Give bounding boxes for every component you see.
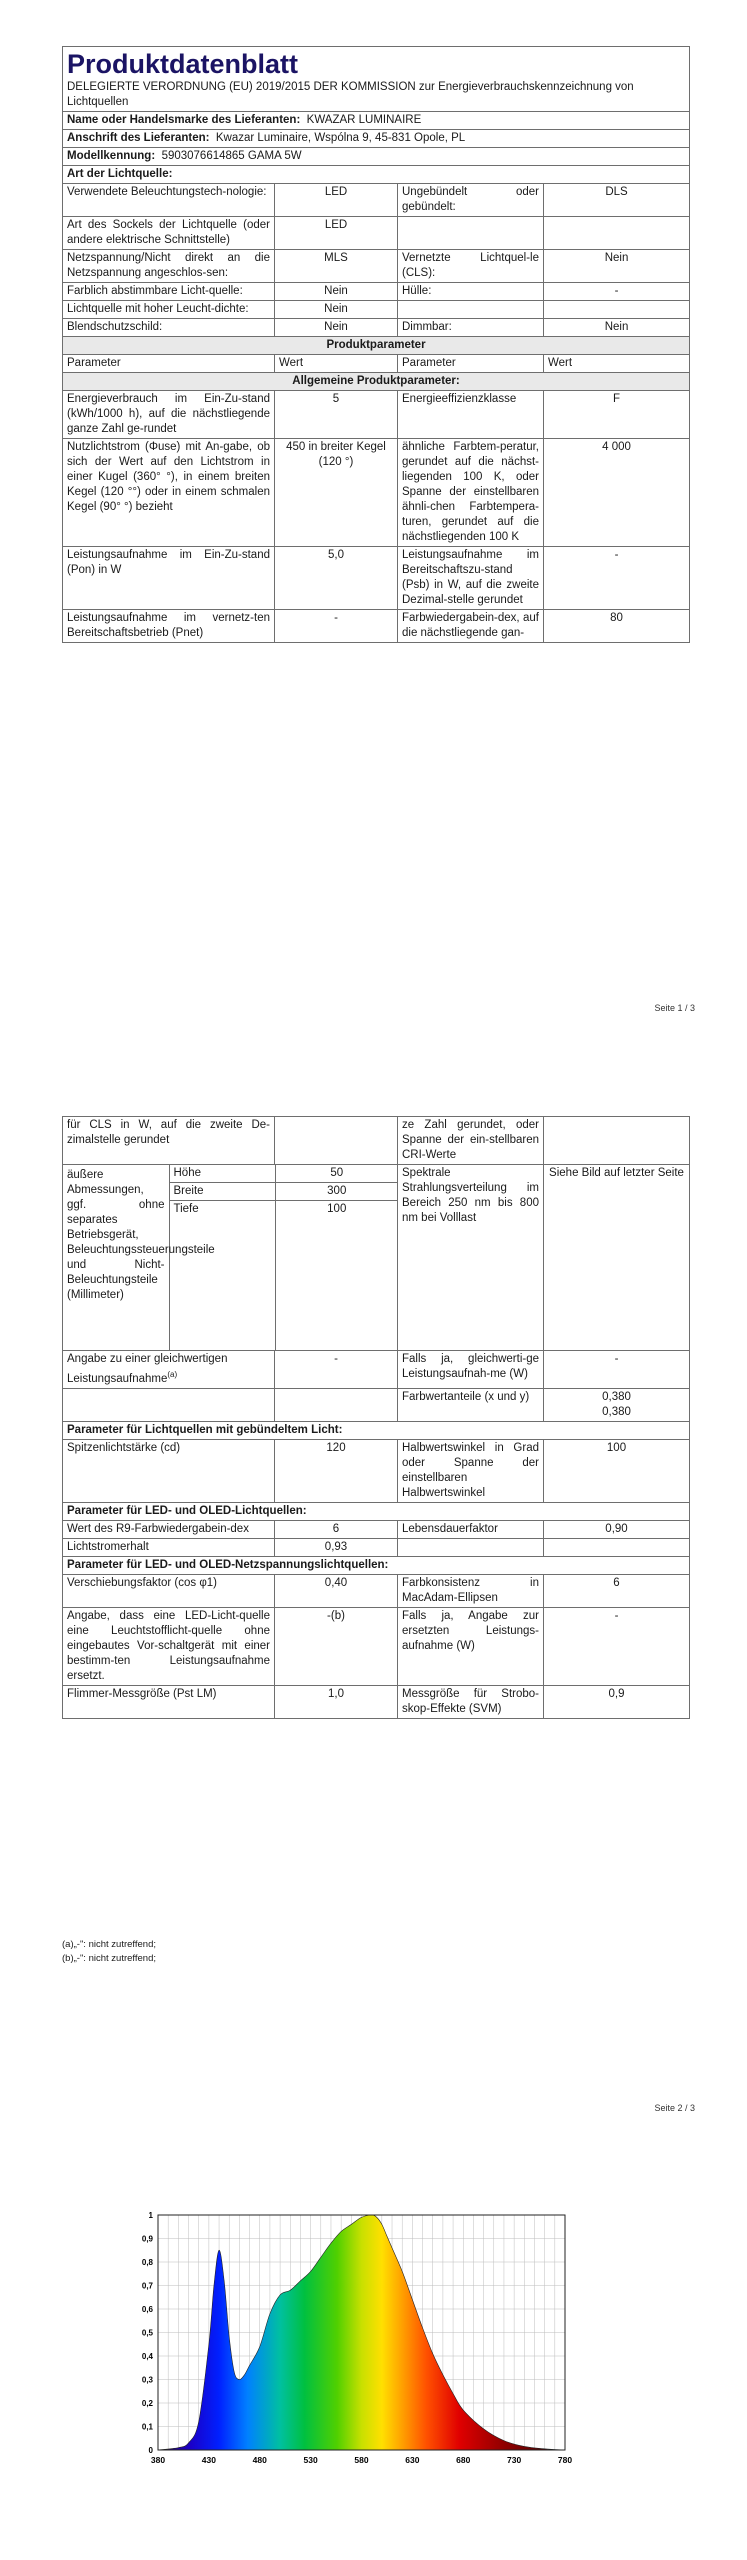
y-tick-label: 0,9 (141, 2234, 153, 2244)
param-label: Leistungsaufnahme im vernetz-ten Bereitschaftsbetrieb (Pnet) (63, 610, 275, 643)
param-value: F (544, 391, 690, 439)
dim-value: 50 (275, 1165, 398, 1183)
param-label (398, 217, 544, 250)
table-row (63, 1538, 690, 1556)
dim-value: 300 (275, 1183, 398, 1201)
col-header-value: Wert (275, 355, 398, 373)
param-label: Vernetzte Lichtquel-le (CLS): (398, 250, 544, 283)
table-row (63, 217, 690, 250)
led-header: Parameter für LED- und OLED-Lichtquellen: (63, 1502, 690, 1520)
param-label: Energieverbrauch im Ein-Zu-stand (kWh/1000 h), auf die nächstliegende ganze Zahl ge-rundet (63, 391, 275, 439)
chroma-y: 0,380 (602, 1405, 631, 1418)
x-tick-label: 730 (507, 2455, 522, 2465)
param-value: 0,9 (544, 1685, 690, 1718)
brand-row (63, 112, 690, 130)
table-row (63, 184, 690, 217)
param-label: für CLS in W, auf die zweite De-zimalstelle gerundet (63, 1117, 275, 1165)
header-cell (63, 47, 690, 112)
param-label: Messgröße für Strobo-skop-Effekte (SVM) (398, 1685, 544, 1718)
param-label: Falls ja, gleichwerti-ge Leistungsaufnah-me (W) (398, 1351, 544, 1389)
param-label: Energieeffizienzklasse (398, 391, 544, 439)
param-value: - (544, 283, 690, 301)
param-value: 6 (275, 1520, 398, 1538)
y-tick-label: 0,8 (141, 2258, 153, 2267)
param-value: DLS (544, 184, 690, 217)
y-axis-ticks (142, 2211, 154, 2455)
table-row (63, 610, 690, 643)
table-row (63, 1520, 690, 1538)
param-value (544, 301, 690, 319)
table-row (63, 283, 690, 301)
param-label: Hülle: (398, 283, 544, 301)
param-value: 120 (275, 1439, 398, 1502)
param-value: Nein (544, 319, 690, 337)
x-tick-label: 780 (557, 2455, 573, 2465)
param-label: Farbwiedergabein-dex, auf die nächstliegende gan- (398, 610, 544, 643)
col-header-param: Parameter (63, 355, 275, 373)
address-label: Anschrift des Lieferanten: (67, 132, 210, 144)
model-value: 5903076614865 GAMA 5W (161, 150, 302, 162)
table-row (63, 439, 690, 547)
dim-name: Breite (169, 1183, 275, 1201)
param-value: 0,90 (544, 1520, 690, 1538)
table-row (63, 1685, 690, 1718)
table-row (63, 1351, 690, 1389)
x-tick-label: 480 (252, 2455, 267, 2465)
param-value: Nein (275, 283, 398, 301)
table-row (63, 1388, 690, 1421)
param-label: Wert des R9-Farbwiedergabein-dex (63, 1520, 275, 1538)
param-label: Verwendete Beleuchtungstech-nologie: (63, 184, 275, 217)
dim-name: Höhe (169, 1165, 275, 1183)
dim-value: 100 (275, 1201, 398, 1219)
param-label (398, 301, 544, 319)
equivalent-power-label: Angabe zu einer gleichwertigen Leistungsaufnahme$^{(a)}$ (63, 1351, 275, 1389)
y-tick-label: 0,5 (141, 2328, 153, 2338)
y-tick-label: 0,4 (141, 2352, 153, 2361)
chromaticity-value (544, 1388, 690, 1421)
table-row (63, 1165, 690, 1351)
x-tick-label: 530 (303, 2455, 318, 2465)
regulation-text: DELEGIERTE VERORDNUNG (EU) 2019/2015 DER KOMMISSION zur Energieverbrauchskennzeichnung von Lichtquellen (67, 81, 634, 108)
param-value: LED (275, 217, 398, 250)
param-label: Netzspannung/Nicht direkt an die Netzspannung angeschlos-sen: (63, 250, 275, 283)
param-label: Flimmer-Messgröße (Pst LM) (63, 1685, 275, 1718)
footnotes (62, 1938, 156, 1966)
param-value: LED (275, 184, 398, 217)
param-value: -(b) (275, 1607, 398, 1685)
param-label: Lichtquelle mit hoher Leucht-dichte: (63, 301, 275, 319)
spectral-distribution-chart (0, 2160, 747, 2560)
page-3 (0, 2160, 747, 2560)
x-axis-ticks (151, 2455, 572, 2465)
param-value: Nein (275, 301, 398, 319)
param-label: Spitzenlichtstärke (cd) (63, 1439, 275, 1502)
table-row (63, 250, 690, 283)
param-value: 0,40 (275, 1574, 398, 1607)
table-row (63, 1439, 690, 1502)
model-row (63, 148, 690, 166)
param-value: 6 (544, 1574, 690, 1607)
param-label: Nutzlichtstrom (Φuse) mit An-gabe, ob sich der Wert auf den Lichtstrom in einer Kugel (360° °), in einem breiten Kegel (120 °°) oder in einem schmalen Kegel (90° °) bezieht (63, 439, 275, 547)
brand-value: KWAZAR LUMINAIRE (306, 114, 422, 126)
param-label: Blendschutzschild: (63, 319, 275, 337)
dimensions-label: äußere Abmessungen, ggf. ohne separates Betriebsgerät, Beleuchtungssteuerungsteile und Nicht-Beleuchtungsteile (Millimeter) (67, 1169, 215, 1301)
table-row (63, 1574, 690, 1607)
table-row (63, 301, 690, 319)
param-label: ähnliche Farbtem-peratur, gerundet auf die nächst-liegenden 100 K, oder Spanne der einstellbaren ähnli-chen Farbtempera-turen, gerundet auf die nächstliegenden 100 K (398, 439, 544, 547)
datasheet-table-page1 (62, 46, 690, 643)
table-row (63, 1607, 690, 1685)
product-params-header: Produktparameter (63, 337, 690, 355)
y-tick-label: 0,2 (141, 2399, 153, 2408)
param-label: Lebensdauerfaktor (398, 1520, 544, 1538)
param-value: 100 (544, 1439, 690, 1502)
spd-value: Siehe Bild auf letzter Seite (544, 1165, 690, 1351)
param-value: 5,0 (275, 547, 398, 610)
param-label: Falls ja, Angabe zur ersetzten Leistungs-aufnahme (W) (398, 1607, 544, 1685)
param-value: 5 (275, 391, 398, 439)
param-value: Nein (544, 250, 690, 283)
light-source-type-header: Art der Lichtquelle: (63, 166, 690, 184)
spd-label: Spektrale Strahlungsverteilung im Bereich 250 nm bis 800 nm bei Volllast (398, 1165, 544, 1351)
param-label: Farblich abstimmbare Licht-quelle: (63, 283, 275, 301)
param-value (275, 1117, 398, 1165)
dimensions-table (63, 1165, 398, 1350)
param-label: Farbkonsistenz in MacAdam-Ellipsen (398, 1574, 544, 1607)
param-label: Leistungsaufnahme im Ein-Zu-stand (Pon) in W (63, 547, 275, 610)
param-label: Art des Sockels der Lichtquelle (oder andere elektrische Schnittstelle) (63, 217, 275, 250)
page-number: Seite 2 / 3 (654, 2103, 695, 2113)
y-tick-label: 0 (148, 2446, 153, 2455)
address-row (63, 130, 690, 148)
col-header-value: Wert (544, 355, 690, 373)
address-value: Kwazar Luminaire, Wspólna 9, 45-831 Opole, PL (215, 132, 466, 144)
table-row (63, 319, 690, 337)
param-value: 1,0 (275, 1685, 398, 1718)
mains-header: Parameter für LED- und OLED-Netzspannungslichtquellen: (63, 1556, 690, 1574)
param-value (544, 217, 690, 250)
footnote-b: (b)„-": nicht zutreffend; (62, 1953, 157, 1964)
param-value: Nein (275, 319, 398, 337)
col-header-param: Parameter (398, 355, 544, 373)
x-tick-label: 580 (354, 2455, 369, 2465)
footnote-a: (a)„-": nicht zutreffend; (62, 1939, 157, 1950)
param-label: Angabe, dass eine LED-Licht-quelle eine Leuchtstofflicht-quelle ohne eingebautes Vor-schaltgerät mit einer bestimm-ten Leistungsaufnahme ersetzt. (63, 1607, 275, 1685)
x-tick-label: 380 (150, 2455, 166, 2465)
general-params-header: Allgemeine Produktparameter: (63, 373, 690, 391)
param-label: Leistungsaufnahme im Bereitschaftszu-stand (Psb) in W, auf die zweite Dezimal-stelle gerundet (398, 547, 544, 610)
y-tick-label: 0,3 (141, 2375, 153, 2385)
param-label: Dimmbar: (398, 319, 544, 337)
y-tick-label: 0,1 (141, 2422, 153, 2432)
param-value: 0,93 (275, 1538, 398, 1556)
brand-label: Name oder Handelsmarke des Lieferanten: (67, 114, 301, 126)
param-value: - (544, 547, 690, 610)
table-row (63, 547, 690, 610)
doc-title: Produktdatenblatt (67, 49, 299, 79)
table-row (63, 391, 690, 439)
param-label: ze Zahl gerundet, oder Spanne der ein-stellbaren CRI-Werte (398, 1117, 544, 1165)
y-tick-label: 0,6 (141, 2305, 153, 2314)
param-value: - (275, 610, 398, 643)
param-value: 4 000 (544, 439, 690, 547)
dimensions-cell (63, 1165, 398, 1351)
page-1 (0, 0, 747, 1040)
dim-name: Tiefe (169, 1201, 275, 1219)
column-header-row (63, 355, 690, 373)
x-tick-label: 430 (201, 2455, 216, 2465)
param-value: - (544, 1607, 690, 1685)
param-value: 80 (544, 610, 690, 643)
footnote-ref: (a) (167, 1370, 178, 1379)
param-label: Verschiebungsfaktor (cos φ1) (63, 1574, 275, 1607)
chromaticity-label: Farbwertanteile (x und y) (398, 1388, 544, 1421)
y-tick-label: 1 (148, 2211, 153, 2220)
page-number: Seite 1 / 3 (654, 1003, 695, 1013)
table-row (63, 1117, 690, 1165)
param-value: - (544, 1351, 690, 1389)
param-value (544, 1117, 690, 1165)
chroma-x: 0,380 (602, 1390, 631, 1403)
x-tick-label: 630 (405, 2455, 420, 2465)
param-label: Ungebündelt oder gebündelt: (398, 184, 544, 217)
param-value: MLS (275, 250, 398, 283)
param-label: Halbwertswinkel in Grad oder Spanne der einstellbaren Halbwertswinkel (398, 1439, 544, 1502)
model-label: Modellkennung: (67, 150, 156, 162)
param-label: Lichtstromerhalt (63, 1538, 275, 1556)
datasheet-table-page2 (62, 1116, 690, 1719)
param-value: - (275, 1351, 398, 1389)
param-value: 450 in breiter Kegel (120 °) (275, 439, 398, 547)
y-tick-label: 0,7 (141, 2281, 153, 2291)
page-2 (0, 1100, 747, 2140)
x-tick-label: 680 (456, 2455, 471, 2465)
directional-header: Parameter für Lichtquellen mit gebündeltem Licht: (63, 1421, 690, 1439)
